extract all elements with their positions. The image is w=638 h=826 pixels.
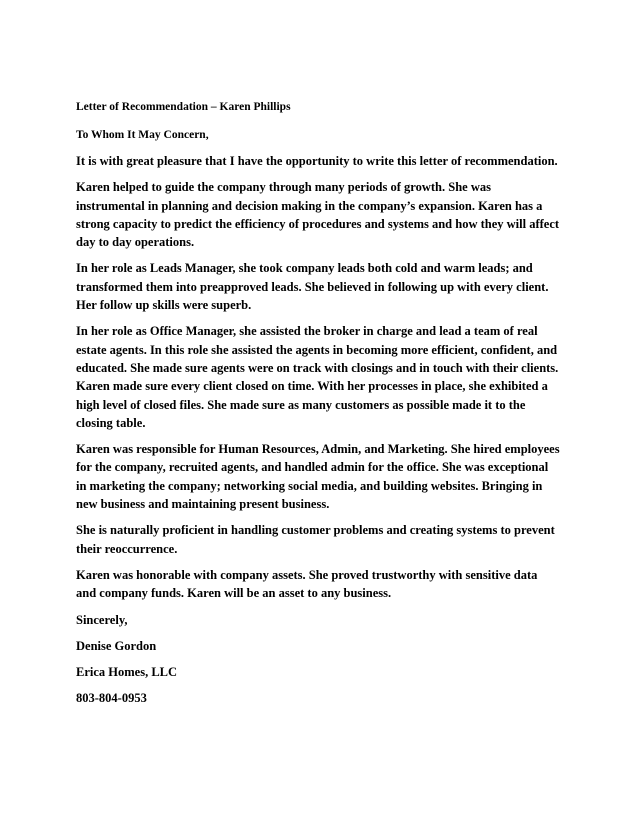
text-line: It is with great pleasure that I have the opportunity to write this letter of recommendation. xyxy=(76,154,558,168)
text-line: In her role as Leads Manager, she took company leads both cold and warm leads; and xyxy=(76,261,533,276)
text-line: transformed them into preapproved leads. She believed in following up with every client. xyxy=(76,279,549,294)
paragraph-growth xyxy=(76,178,566,251)
text-line: new business and maintaining present business. xyxy=(76,497,330,512)
signer-company: Erica Homes, LLC xyxy=(76,664,178,679)
text-line: their reoccurrence. xyxy=(76,541,178,556)
paragraph-leads-manager xyxy=(76,259,566,314)
text-line: day to day operations. xyxy=(76,235,195,250)
salutation: To Whom It May Concern, xyxy=(76,129,209,141)
paragraph-hr-admin-marketing xyxy=(76,440,566,513)
text-line: Karen was responsible for Human Resources, Admin, and Marketing. She hired employees xyxy=(76,442,560,457)
letter-title: Letter of Recommendation – Karen Phillips xyxy=(76,101,291,113)
text-line: Karen made sure every client closed on time. With her processes in place, she exhibited a xyxy=(76,379,548,394)
closing: Sincerely, xyxy=(76,612,128,627)
text-line: Karen was honorable with company assets. She proved trustworthy with sensitive data xyxy=(76,567,538,582)
text-line: closing table. xyxy=(76,415,146,430)
text-line: and company funds. Karen will be an asset to any business. xyxy=(76,586,392,601)
text-line: in marketing the company; networking social media, and building websites. Bringing in xyxy=(76,478,543,493)
paragraph-opening xyxy=(76,152,566,170)
signer-name: Denise Gordon xyxy=(76,638,157,653)
text-line: She is naturally proficient in handling customer problems and creating systems to prevent xyxy=(76,523,555,538)
text-line: for the company, recruited agents, and handled admin for the office. She was exceptional xyxy=(76,460,549,475)
text-line: strong capacity to predict the efficiency of procedures and systems and how they will affect xyxy=(76,216,560,231)
paragraph-office-manager xyxy=(76,322,566,432)
text-line: estate agents. In this role she assisted the agents in becoming more efficient, confident, and xyxy=(76,342,558,357)
signer-phone: 803-804-0953 xyxy=(76,690,147,705)
text-line: educated. She made sure agents were on track with closings and in touch with their clients. xyxy=(76,360,559,375)
text-line: In her role as Office Manager, she assisted the broker in charge and lead a team of real xyxy=(76,324,538,339)
paragraph-trustworthy xyxy=(76,566,566,603)
text-line: instrumental in planning and decision making in the company’s expansion. Karen has a xyxy=(76,198,543,213)
text-line: Karen helped to guide the company through many periods of growth. She was xyxy=(76,180,491,195)
text-line: Her follow up skills were superb. xyxy=(76,298,252,313)
paragraph-problem-solving xyxy=(76,521,566,558)
text-line: high level of closed files. She made sure as many customers as possible made it to the xyxy=(76,397,526,412)
letter-body xyxy=(76,99,566,715)
